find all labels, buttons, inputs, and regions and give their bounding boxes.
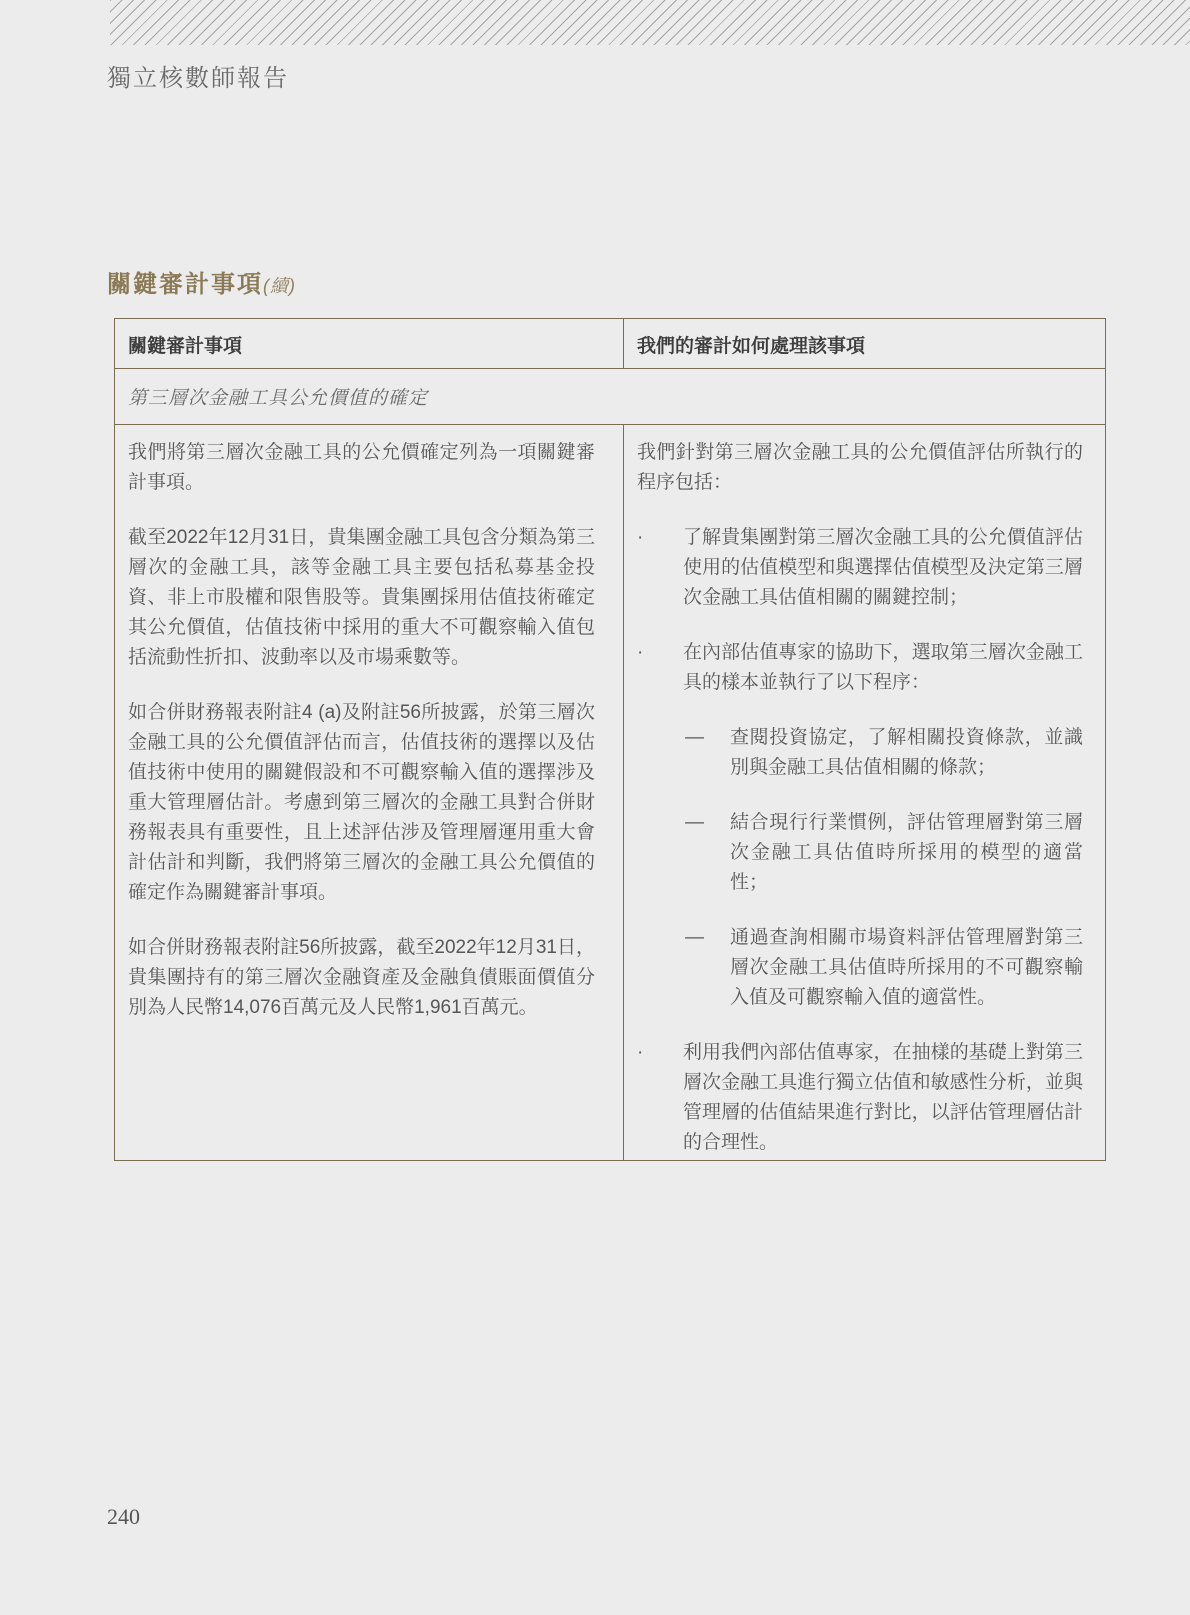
table-header-row bbox=[115, 319, 1105, 369]
audit-response-intro: 我們針對第三層次金融工具的公允價值評估所執行的程序包括： bbox=[637, 442, 1083, 493]
table-subheading: 第三層次金融工具公允價值的確定 bbox=[115, 369, 1105, 425]
table-header-right: 我們的審計如何處理該事項 bbox=[637, 336, 866, 357]
bullet-marker: · bbox=[637, 642, 644, 663]
bullet-text: 在內部估值專家的協助下，選取第三層次金融工具的樣本並執行了以下程序： bbox=[683, 642, 1083, 693]
page-number: 240 bbox=[107, 1504, 140, 1529]
bullet-marker: · bbox=[637, 1042, 644, 1063]
kam-table bbox=[114, 318, 1106, 1161]
dash-marker: — bbox=[685, 927, 704, 948]
audit-response-column bbox=[624, 425, 1105, 1160]
sub-bullet-text: 結合現行行業慣例，評估管理層對第三層次金融工具估值時所採用的模型的適當性； bbox=[730, 812, 1083, 893]
kam-left-column bbox=[115, 425, 624, 1160]
dash-marker: — bbox=[685, 727, 704, 748]
sub-bullet-text: 查閱投資協定，了解相關投資條款，並識別與金融工具估值相關的條款； bbox=[730, 727, 1083, 778]
dash-marker: — bbox=[685, 812, 704, 833]
kam-paragraph-3: 如合併財務報表附註4 (a)及附註56所披露，於第三層次金融工具的公允價值評估而言，估值技術的選擇以及估值技術中使用的關鍵假設和不可觀察輸入值的選擇涉及重大管理層估計。考慮到第三層次的金融工具對合併財務報表具有重要性，且上述評估涉及管理層運用重大會計估計和判斷，我們將第三層次的金融工具公允價值的確定作為關鍵審計事項。 bbox=[128, 702, 595, 903]
sub-bullet-item-2 bbox=[685, 808, 1083, 898]
sub-bullet-item-3 bbox=[685, 923, 1083, 1013]
kam-paragraph-2: 截至2022年12月31日，貴集團金融工具包含分類為第三層次的金融工具，該等金融工具主要包括私募基金投資、非上市股權和限售股等。貴集團採用估值技術確定其公允價值，估值技術中採用的重大不可觀察輸入值包括流動性折扣、波動率以及市場乘數等。 bbox=[128, 527, 595, 668]
stripe-pattern bbox=[110, 0, 1190, 45]
bullet-item-1 bbox=[637, 523, 1083, 613]
bullet-text: 了解貴集團對第三層次金融工具的公允價值評估使用的估值模型和與選擇估值模型及決定第三層次金融工具估值相關的關鍵控制； bbox=[683, 527, 1083, 608]
kam-paragraph-1: 我們將第三層次金融工具的公允價確定列為一項關鍵審計事項。 bbox=[128, 442, 595, 493]
section-title-text: 關鍵審計事項 bbox=[107, 271, 263, 298]
section-title-suffix: (續) bbox=[263, 276, 296, 296]
bullet-marker: · bbox=[637, 527, 644, 548]
report-header: 獨立核數師報告 bbox=[107, 66, 289, 92]
section-title bbox=[107, 264, 296, 299]
bullet-text: 利用我們內部估值專家，在抽樣的基礎上對第三層次金融工具進行獨立估值和敏感性分析，並與管理層的估值結果進行對比，以評估管理層估計的合理性。 bbox=[683, 1042, 1083, 1153]
bullet-item-2 bbox=[637, 638, 1083, 698]
sub-bullet-item-1 bbox=[685, 723, 1083, 783]
kam-paragraph-4: 如合併財務報表附註56所披露，截至2022年12月31日，貴集團持有的第三層次金融資產及金融負債賬面價值分別為人民幣14,076百萬元及人民幣1,961百萬元。 bbox=[128, 937, 595, 1018]
bullet-item-3 bbox=[637, 1038, 1083, 1158]
table-body-row bbox=[115, 425, 1105, 1160]
table-header-left: 關鍵審計事項 bbox=[115, 319, 624, 368]
sub-bullet-text: 通過查詢相關市場資料評估管理層對第三層次金融工具估值時所採用的不可觀察輸入值及可觀察輸入值的適當性。 bbox=[730, 927, 1083, 1008]
